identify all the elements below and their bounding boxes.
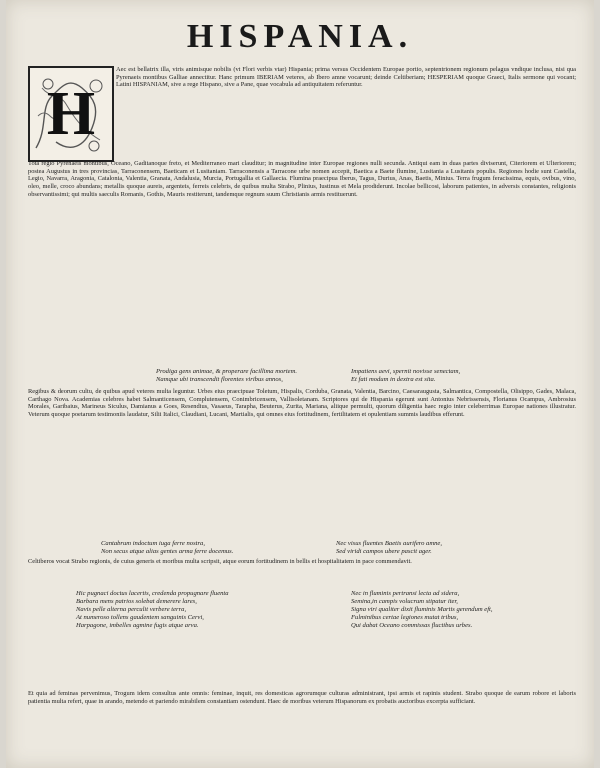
verse-block-3-left: Hic pugnaci doctus lacertis, credenda propugnare fluenta Barbara mens patrios solebat demerere lares, Navis pelle alterna perculit verbere terra, At numeroso tollens gaudentem sanguinis Cervi, Harpagone, imbelles agmine fugis atque arva.	[76, 590, 229, 629]
intro-paragraph: Aec est bellatrix illa, viris animisque nobilis (vt Flori verbis vtar) Hispania; prima versus Occidentem Europae portio, septentrionem regionum pelagus vndique inclusa, nisi qua Pyrenaeis montibus Galliae annectitur. Hanc primum IBERIAM veteres, ab Ibero amne vocarunt; deinde Celtiberiam; HESPERIAM quoque Graeci, Italis sermone qui vocant; Latini HISPANIAM, sive a rege Hispano, sive a Pane, quae vocabula ad antiquitatem referuntur.	[116, 66, 576, 89]
body-paragraph-1: Tota regio Pyrenaeis montibus, Oceano, Gaditanoque freto, et Mediterraneo mari clauditur; in magnitudine inter Europae regiones nulli secunda. Antiqui eam in duas partes diviserunt, Citeriorem et Ulteriorem; postea Augustus in tres provincias, Tarraconensem, Baeticam et Lusitaniam. Tarraconensis a Tarracone urbe nomen accepit, Baetica a Baete flumine, Lusitania a Lusitanis populis. Regiones hodie sunt Castella, Legio, Navarra, Aragonia, Catalonia, Valentia, Granata, Andalusia, Murcia, Portugallia et Gallaecia. Flumina praecipua Iberus, Tagus, Durius, Anas, Baetis, Minius. Terra frugum feracissima, equis, ovibus, vino, oleo, melle, croco abundans; metallis quoque aureis, argenteis, ferreis celebris, de quibus multa Strabo, Plinius, Iustinus et Mela prodiderunt. Incolae bellicosi, laborum patientes, in adversis constantes, religionis observantissimi; qui multis saeculis Romanis, Gothis, Mauris restiterunt, tandemque regnum suum Christianis armis restituerunt.	[28, 160, 576, 198]
body-paragraph-2: Regibus & deorum cultu, de quibus apud veteres multa leguntur. Urbes eius praecipuae Toletum, Hispalis, Corduba, Granata, Valentia, Barcino, Caesaraugusta, Salmantica, Compostella, Olisippo, Gades, Malaca, Carthago Nova. Academias celebres habet Salmanticensem, Complutensem, Conimbricensem, Vallisoletanam. Scriptores qui de Hispania egerunt sunt Antonius Nebrissensis, Florianus Ocampus, Ambrosius Morales, Garibaius, Marineus Siculus, Damianus a Goes, Resendius, Vasaeus, Tarapha, Beuterus, Zurita, Mariana, aliique permulti, quorum diligentia haec regio inter celeberrimas Europae nationes illustratur. Veterum quoque poetarum testimoniis laudatur, Silii Italici, Claudiani, Lucani, Martialis, qui omnes eius fortitudinem, fertilitatem et opulentiam summis laudibus efferunt.	[28, 388, 576, 419]
decorated-initial	[28, 66, 114, 162]
body-paragraph-3: Celtiberos vocat Strabo regionis, de cuius generis et moribus multa scripsit, atque eorum fortitudinem in bellis et hospitalitatem in pace commendavit.	[28, 558, 412, 565]
verse-block-1-right: Impatiens aevi, spernit novisse senectam, Et fati modum in dextra est sita.	[351, 368, 461, 383]
body-paragraph-4: Et quia ad feminas pervenimus, Trogum idem consultus ante omnis: feminae, inquit, res domesticas agrorumque culturas administrant, ipsi armis et rapinis student. Strabo quoque de earum robore et laboris patientia multa refert, quae in arando, metendo et pariendo mirabilem constantiam ostendunt. Haec de moribus veterum Hispanorum ex probatis auctoribus excerpta sufficiant.	[28, 690, 576, 705]
document-page	[6, 0, 594, 768]
verse-block-3-right: Nec in fluminis pertransi lecta ad sidera, Semina,in campis volucrum stipatur iter, Signa viri qualiter dixit fluminis Martis gerendum eft, Fulminibus certae legiones mutat tribus, Qui dabat Oceano commissas fluctibus urbes.	[351, 590, 493, 629]
initial-letter: H	[46, 79, 96, 148]
verse-block-2-left: Cantabrum indoctum iuga ferre nostra, Non secus atque alias gentes arma ferre docemus.	[101, 540, 234, 555]
verse-block-1-left: Prodiga gens animae, & properare facillima mortem. Namque ubi transcendit florentes viribus annos,	[156, 368, 298, 383]
verse-block-2-right: Nec visus fluentes Baetis aurifero amne, Sed viridi campos ubere pascit ager.	[336, 540, 442, 555]
page-title: HISPANIA.	[186, 18, 414, 55]
